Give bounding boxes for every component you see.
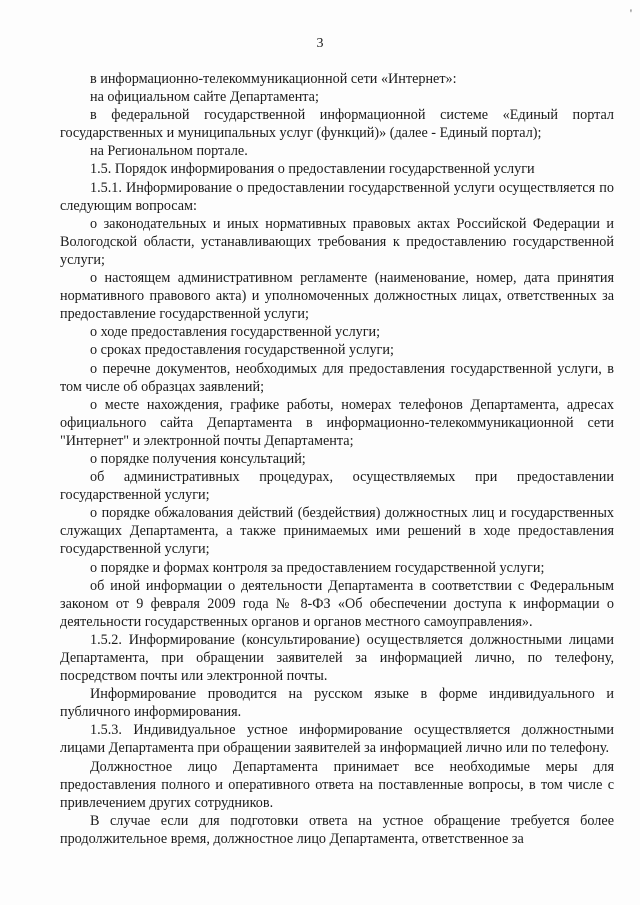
list-item: об административных процедурах, осуществляемых при предоставлении государственной услуги; [60, 469, 614, 504]
list-item: о порядке и формах контроля за предоставлением государственной услуги; [90, 559, 545, 576]
section-heading: 1.5. Порядок информирования о предоставлении государственной услуги [90, 161, 535, 178]
page-number: 3 [316, 36, 324, 51]
paragraph: В случае если для подготовки ответа на устное обращение требуется более продолжительное время, должностное лицо Департамента, ответственное за [60, 812, 614, 847]
paragraph: 1.5.2. Информирование (консультирование) осуществляется должностными лицами Департамента, при обращении заявителей за информацией лично, по телефону, посредством почты или электронной почты. [60, 631, 614, 685]
paragraph: в информационно-телекоммуникационной сети «Интернет»: [90, 71, 457, 87]
list-item: о месте нахождения, графике работы, номерах телефонов Департамента, адресах официального сайта Департамента в информационно-телекоммуникационной сети "Интернет" и электронной почты Департамента; [60, 396, 614, 449]
corner-mark: ' [629, 6, 632, 20]
list-item: о перечне документов, необходимых для предоставления государственной услуги, в том числе об образцах заявлений; [60, 360, 614, 395]
list-item: о настоящем административном регламенте (наименование, номер, дата принятия нормативного правового акта) и уполномоченных должностных лицах, ответственных за предоставление государственной услуги; [60, 270, 614, 323]
paragraph: Должностное лицо Департамента принимает все необходимые меры для предоставления полного и оперативного ответа на поставленные вопросы, в том числе с привлечением других сотрудников. [60, 758, 614, 811]
paragraph: в федеральной государственной информационной системе «Единый портал государственных и муниципальных услуг (функций)» (далее - Единый портал); [60, 107, 614, 142]
paragraph: на официальном сайте Департамента; [90, 89, 319, 106]
paragraph: 1.5.3. Индивидуальное устное информирование осуществляется должностными лицами Департамента при обращении заявителей за информацией лично или по телефону. [60, 722, 614, 757]
document-body [60, 70, 614, 848]
list-item: о ходе предоставления государственной услуги; [90, 324, 381, 341]
paragraph: на Региональном портале. [90, 143, 248, 160]
paragraph: 1.5.1. Информирование о предоставлении государственной услуги осуществляется по следующим вопросам: [60, 179, 614, 214]
list-item: о порядке обжалования действий (бездействия) должностных лиц и государственных служащих Департамента, а также принимаемых ими решений в ходе предоставления государственной услуги; [60, 505, 614, 558]
list-item: о законодательных и иных нормативных правовых актах Российской Федерации и Вологодской области, устанавливающих требования к предоставлению государственной услуги; [60, 215, 614, 268]
list-item: о сроках предоставления государственной услуги; [90, 342, 394, 359]
list-item: о порядке получения консультаций; [90, 450, 306, 467]
list-item: об иной информации о деятельности Департамента в соответствии с Федеральным законом от 9 февраля 2009 года № 8-ФЗ «Об обеспечении доступа к информации о деятельности государственных органов и органов местного самоуправления». [60, 577, 614, 630]
paragraph: Информирование проводится на русском языке в форме индивидуального и публичного информирования. [60, 686, 614, 721]
